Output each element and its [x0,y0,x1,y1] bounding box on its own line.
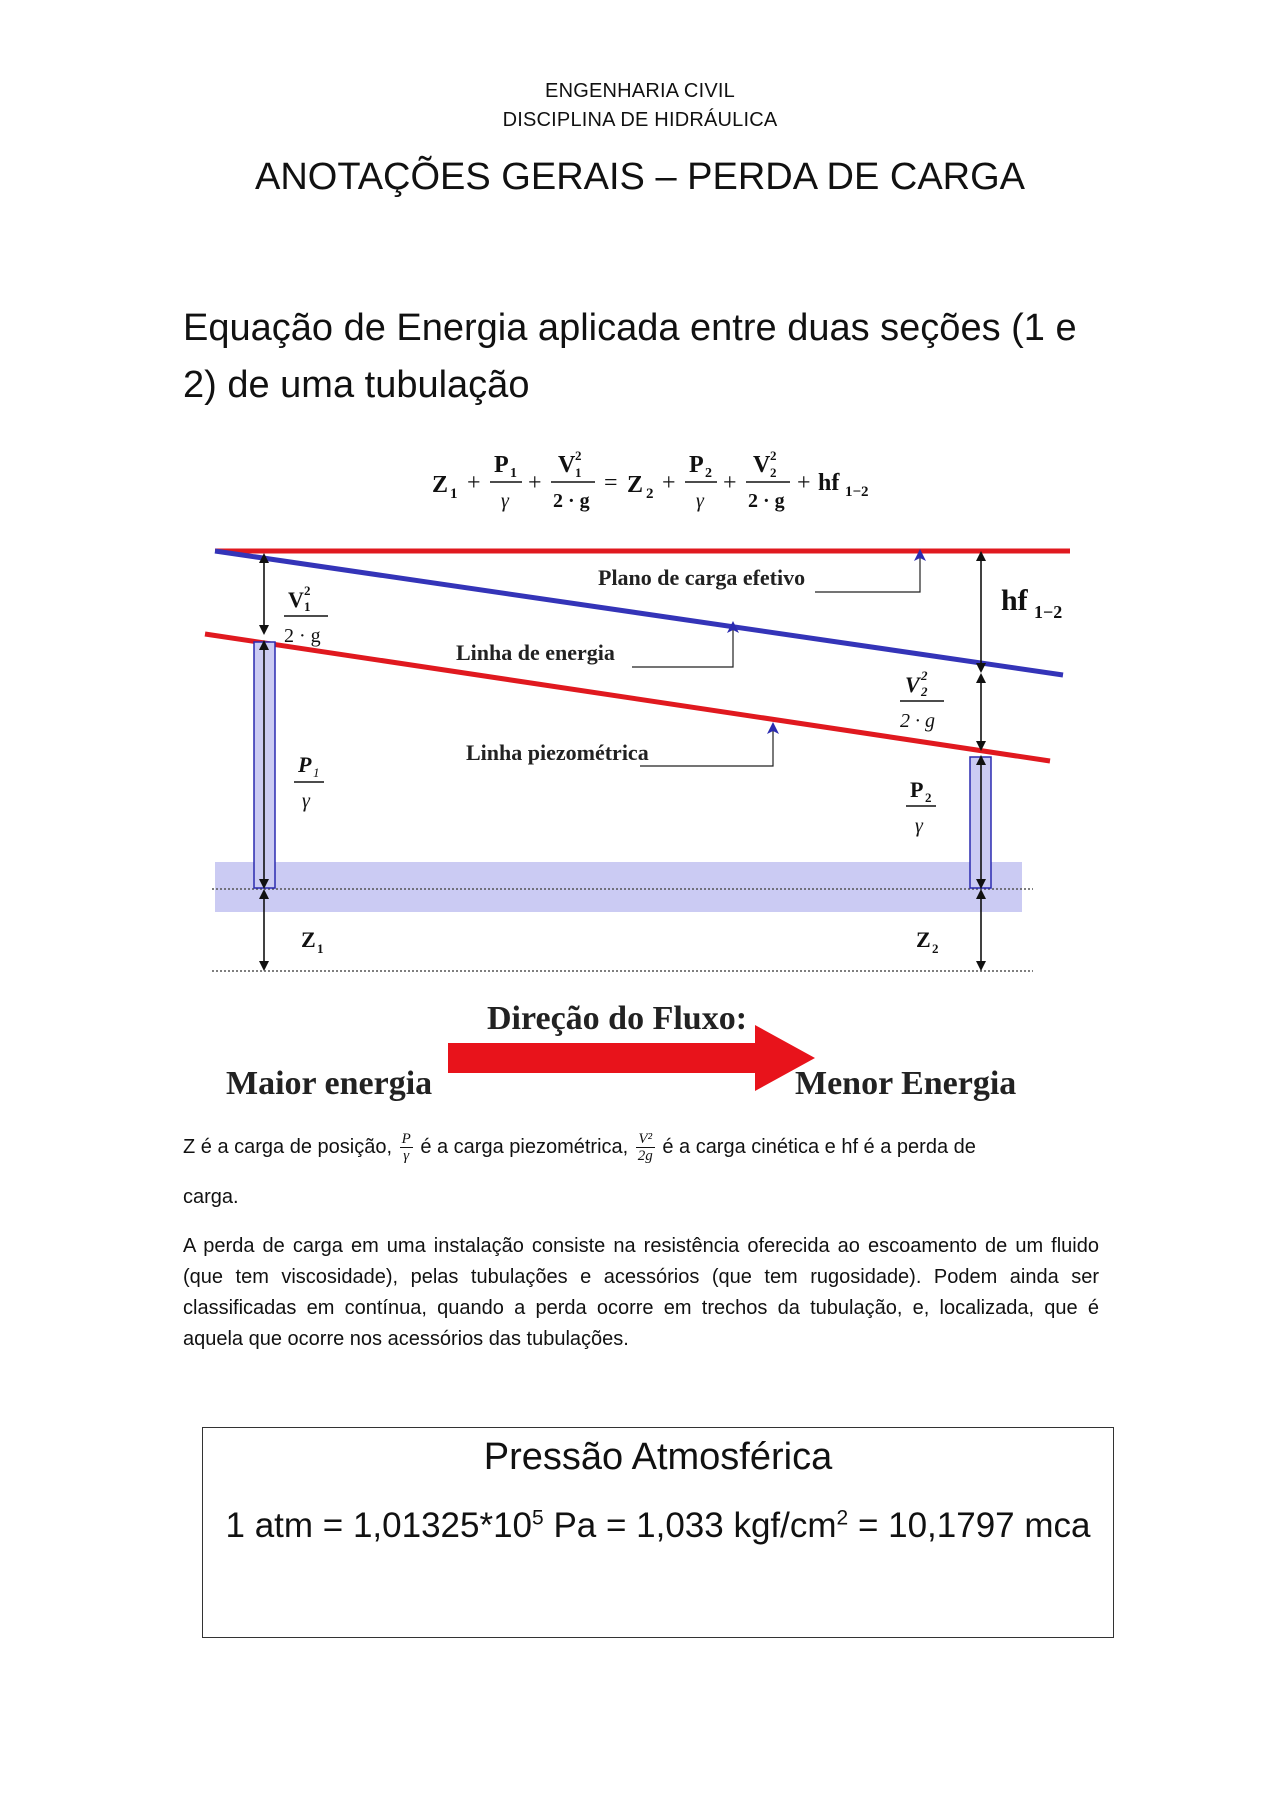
pointer-plane [815,555,920,592]
fraction-v2-2g: $\frac{\text{V²}}{2g}$ [637,1131,653,1164]
svg-text:1: 1 [510,466,517,481]
svg-text:1: 1 [317,941,324,956]
svg-text:2: 2 [304,583,311,598]
pointer-energy [632,627,733,667]
header-course: ENGENHARIA CIVIL [545,80,735,102]
head-loss-paragraph: A perda de carga em uma instalação consiste na resistência oferecida ao escoamento de um fluido (que tem viscosidade), pelas tubulações e acessórios (que tem rugosidade). Podem ainda ser classificadas em contínua, quando a perda ocorre em trechos da tubulação, e, localizada, que é aquela que ocorre nos acessórios das tubulações. [183,1235,1099,1350]
svg-text:2 · g: 2 · g [284,625,321,647]
right-velocity-head-label [900,668,944,732]
pipe-band [215,862,1022,912]
atmospheric-pressure-box [202,1427,1114,1638]
atm-conversion-formula: 1 atm = $1,01325*10^5$ Pa = 1,033 kgf/$cm^2 = 10,1797$ mca [225,1506,1091,1545]
atm-box-title: Pressão Atmosférica [483,1436,833,1478]
svg-text:2: 2 [921,668,928,683]
svg-text:P: P [298,752,312,777]
svg-text:Z: Z [301,927,316,952]
svg-text:2: 2 [925,790,932,805]
svg-text:Z: Z [916,927,931,952]
eq-hf: hf [818,470,840,496]
svg-text:2: 2 [921,684,928,699]
left-velocity-head-label [284,583,328,647]
svg-text:2: 2 [932,941,939,956]
svg-text:2: 2 [705,466,712,481]
svg-text:1: 1 [575,465,582,480]
svg-text:1−2: 1−2 [845,484,869,500]
svg-text:γ: γ [915,815,923,837]
eq-z1: Z [432,472,449,498]
eq-p1: P [494,452,509,478]
energy-equation [432,448,869,512]
left-pressure-head-label [294,752,324,812]
label-piezometric-line: Linha piezométrica [466,740,649,765]
label-plane: Plano de carga efetivo [598,565,806,590]
flow-direction-title: Direção do Fluxo: [487,1000,748,1037]
svg-text:+: + [797,470,811,496]
svg-text:+: + [723,470,737,496]
svg-text:2: 2 [575,448,582,463]
svg-text:1−2: 1−2 [1034,602,1063,622]
svg-text:+: + [528,470,542,496]
svg-text:2: 2 [770,448,777,463]
hf-label [1001,584,1062,622]
eq-p2: P [689,452,704,478]
fraction-p-gamma: $\frac{P}{\gamma}$ [401,1131,411,1164]
flow-right-label: Menor Energia [795,1065,1017,1102]
label-energy-line: Linha de energia [456,640,615,665]
pointer-piezo [640,728,773,766]
page-title: ANOTAÇÕES GERAIS – PERDA DE CARGA [254,156,1026,198]
svg-text:P: P [910,777,924,802]
svg-text:2 · g: 2 · g [900,710,935,732]
svg-text:1: 1 [304,599,311,614]
svg-text:1: 1 [313,765,320,780]
svg-text:V: V [288,587,304,612]
flow-left-label: Maior energia [226,1065,433,1102]
right-pressure-head-label [906,777,936,837]
header-discipline: DISCIPLINA DE HIDRÁULICA [502,109,778,131]
svg-text:V: V [905,672,920,697]
eq-z2: Z [627,472,644,498]
svg-text:2 · g: 2 · g [553,490,590,512]
svg-text:1: 1 [450,486,458,502]
svg-text:=: = [604,470,618,496]
eq-v1: V [558,452,576,478]
section-heading: Equação de Energia aplicada entre duas seções (1 e 2) de uma tubulação [183,307,1077,406]
left-z-label [301,927,324,956]
svg-text:2: 2 [770,465,777,480]
svg-text:2: 2 [646,486,654,502]
svg-text:γ: γ [501,490,509,512]
svg-text:+: + [467,470,481,496]
right-z-label [916,927,939,956]
svg-text:+: + [662,470,676,496]
svg-text:γ: γ [696,490,704,512]
svg-text:hf: hf [1001,584,1028,617]
energy-diagram [0,440,1280,1105]
definition-text: Z é a carga de posição, $\frac{P}{\gamma}$ é a carga piezométrica, $\frac{\text{V²}}{2g}$ é a carga cinética e hf é a perda de [183,1131,976,1164]
svg-text:γ: γ [302,790,310,812]
eq-v2: V [753,452,771,478]
svg-text:2 · g: 2 · g [748,490,785,512]
definition-text-end: carga. [183,1186,239,1208]
